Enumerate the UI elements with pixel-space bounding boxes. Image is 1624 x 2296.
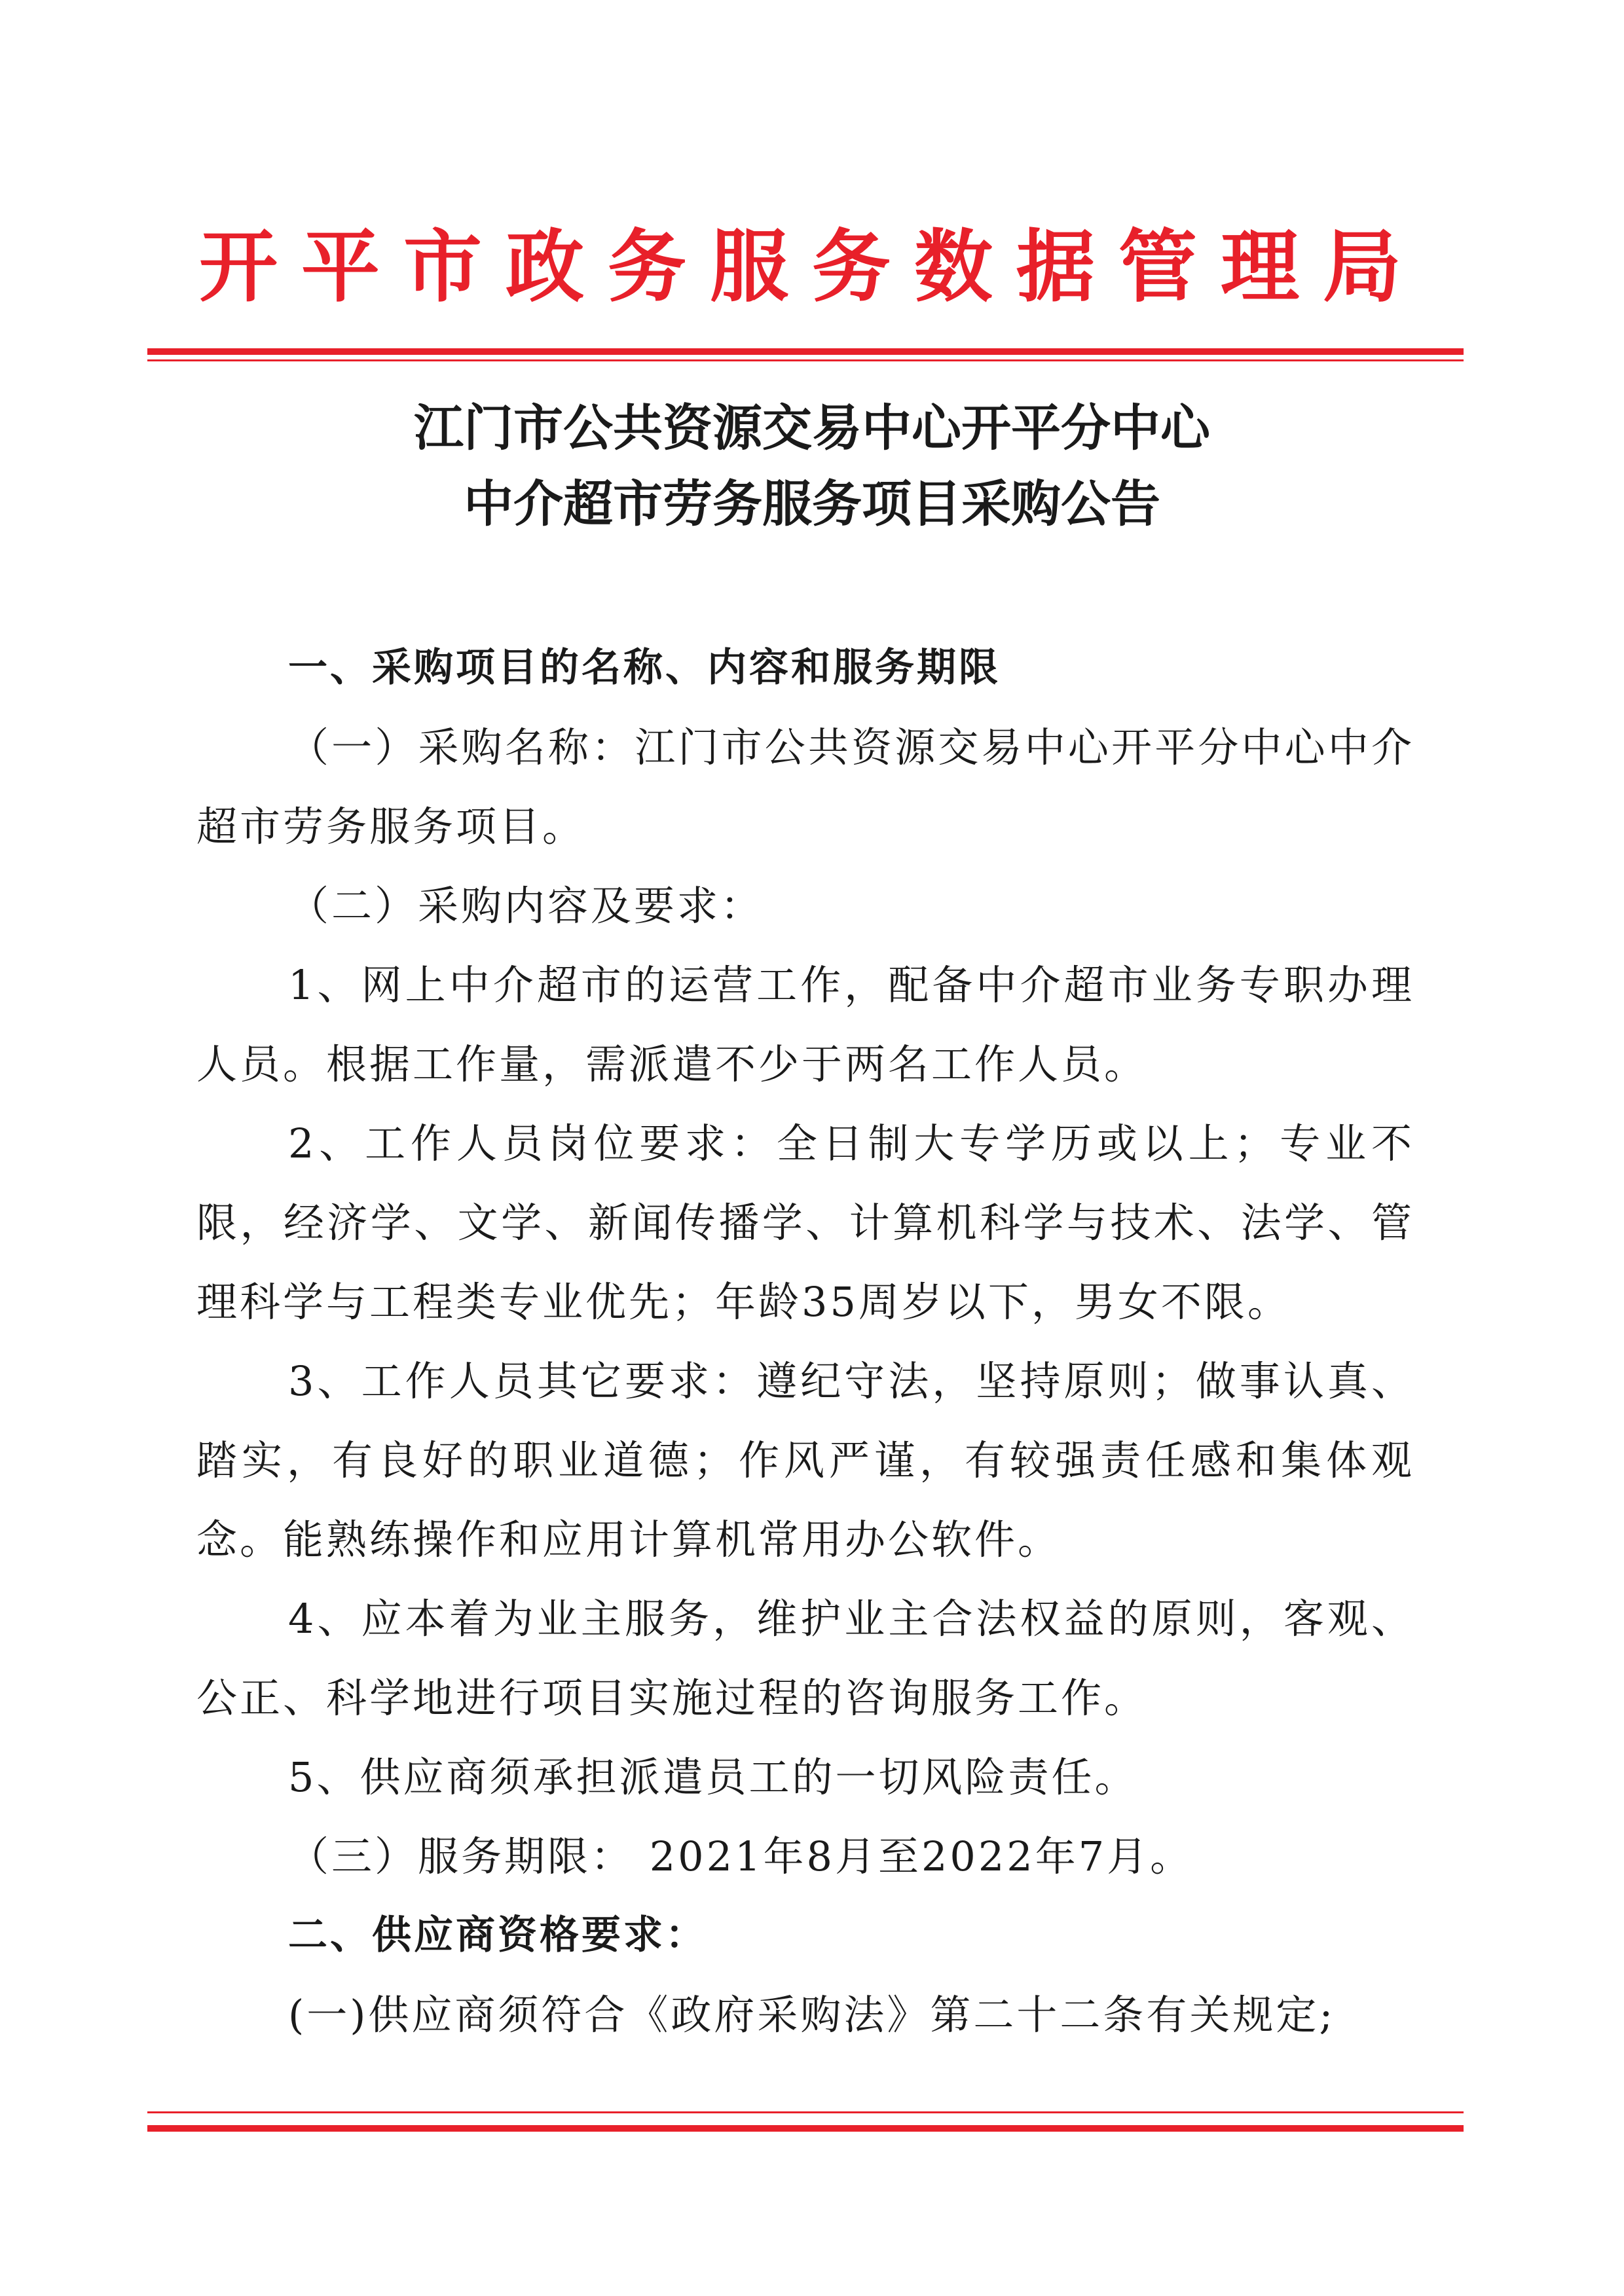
requirement-5: 5、供应商须承担派遣员工的一切风险责任。 [288,1753,1138,1801]
requirement-2: 2、工作人员岗位要求：全日制大专学历或以上；专业不限，经济学、文学、新闻传播学、计算机科学与技术、法学、管理科学与工程类专业优先；年龄35周岁以下，男女不限。 [196,1120,1414,1326]
section-2-heading: 二、供应商资格要求： [288,1912,707,1958]
document-title-line-2: 中介超市劳务服务项目采购公告 [464,475,1160,533]
supplier-requirement-1: (一)供应商须符合《政府采购法》第二十二条有关规定; [288,1991,1336,2039]
procurement-content-item: （二）采购内容及要求： [288,882,764,930]
top-red-rule-thick [147,348,1464,355]
procurement-name-item: （一）采购名称：江门市公共资源交易中心开平分中心中介超市劳务服务项目。 [196,723,1414,850]
bottom-red-rule-thick [147,2125,1464,2132]
requirement-4: 4、应本着为业主服务，维护业主合法权益的原则，客观、公正、科学地进行项目实施过程的咨询服务工作。 [196,1595,1414,1722]
document-title-line-1: 江门市公共资源交易中心开平分中心 [414,399,1210,457]
section-1-heading: 一、采购项目的名称、内容和服务期限 [288,645,1001,691]
agency-header: 开平市政务服务数据管理局 [199,221,1425,313]
bottom-red-rule-thin [147,2111,1464,2113]
top-red-rule-thin [147,359,1464,361]
requirement-1: 1、网上中介超市的运营工作，配备中介超市业务专职办理人员。根据工作量，需派遣不少于两名工作人员。 [196,961,1414,1088]
service-period-item: （三）服务期限： 2021年8月至2022年7月。 [288,1832,1194,1880]
requirement-3: 3、工作人员其它要求：遵纪守法，坚持原则；做事认真、踏实，有良好的职业道德；作风严谨，有较强责任感和集体观念。能熟练操作和应用计算机常用办公软件。 [196,1357,1414,1563]
document-body [196,629,1414,2054]
